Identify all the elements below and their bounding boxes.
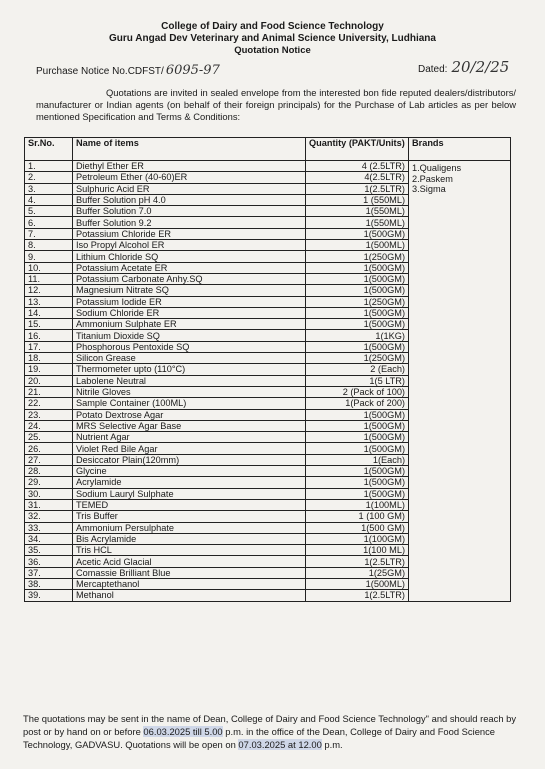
row-item-name: Magnesium Nitrate SQ [73,285,306,296]
row-sr: 12. [25,285,73,296]
row-quantity: 1(100 ML) [306,545,409,556]
date-line [418,58,509,76]
row-sr: 19. [25,364,73,375]
row-quantity: 1(2.5LTR) [306,590,409,601]
university-title: Guru Angad Dev Veterinary and Animal Science University, Ludhiana [109,33,436,44]
row-quantity: 1(500GM) [306,307,409,318]
row-item-name: Sample Container (100ML) [73,398,306,409]
row-item-name: Violet Red Bile Agar [73,443,306,454]
college-title: College of Dairy and Food Science Technology [161,21,384,32]
table-header-row [25,138,511,161]
row-item-name: Desiccator Plain(120mm) [73,454,306,465]
row-sr: 4. [25,194,73,205]
header-sr: Sr.No. [25,138,73,161]
row-sr: 22. [25,398,73,409]
row-quantity: 1(250GM) [306,353,409,364]
row-item-name: Comassie Brilliant Blue [73,567,306,578]
row-sr: 20. [25,375,73,386]
footer-paragraph [23,712,530,751]
row-item-name: Nutrient Agar [73,432,306,443]
row-item-name: Acrylamide [73,477,306,488]
row-sr: 16. [25,330,73,341]
footer-text-1: The quotations may be sent in the name of Dean, College of Dairy and Food Science Technology" and should reach by post or by hand on or before [23,713,517,737]
row-sr: 27. [25,454,73,465]
row-sr: 10. [25,262,73,273]
row-quantity: 4(2.5LTR) [306,172,409,183]
row-sr: 26. [25,443,73,454]
row-quantity: 1(500GM) [306,409,409,420]
row-sr: 24. [25,420,73,431]
row-sr: 17. [25,341,73,352]
row-item-name: Silicon Grease [73,353,306,364]
row-quantity: 1(500GM) [306,466,409,477]
row-item-name: Glycine [73,466,306,477]
row-sr: 7. [25,228,73,239]
intro-text: Quotations are invited in sealed envelope from the interested bon fide reputed dealers/distributors/ manufacturer or Indian agents (on behalf of their foreign principals) for the Purchase of Lab articles as per below mentioned Specification and Terms & Conditions: [36,87,516,122]
row-sr: 6. [25,217,73,228]
purchase-notice-label: Purchase Notice No.CDFST/ [36,66,164,77]
row-item-name: Ammonium Persulphate [73,522,306,533]
purchase-notice-number: 6095-97 [165,63,220,78]
table-row [25,161,511,172]
row-sr: 35. [25,545,73,556]
row-item-name: Sulphuric Acid ER [73,183,306,194]
items-table [24,137,511,602]
row-sr: 31. [25,499,73,510]
row-sr: 25. [25,432,73,443]
intro-paragraph [36,87,516,123]
row-quantity: 1(500GM) [306,273,409,284]
row-item-name: Petroleum Ether (40-60)ER [73,172,306,183]
row-sr: 23. [25,409,73,420]
footer-text-3: p.m. [321,739,343,750]
row-quantity: 1(1KG) [306,330,409,341]
date-label: Dated: [418,64,448,75]
brand-item: 1.Qualigens [412,163,462,173]
row-quantity: 1(500GM) [306,341,409,352]
row-sr: 8. [25,240,73,251]
brands-cell [409,161,511,602]
row-quantity: 1(500ML) [306,578,409,589]
row-sr: 28. [25,466,73,477]
row-sr: 13. [25,296,73,307]
row-item-name: Lithium Chloride SQ [73,251,306,262]
brand-item: 3.Sigma [412,184,446,194]
row-item-name: Iso Propyl Alcohol ER [73,240,306,251]
row-item-name: Thermometer upto (110°C) [73,364,306,375]
row-sr: 39. [25,590,73,601]
row-sr: 14. [25,307,73,318]
row-sr: 11. [25,273,73,284]
row-sr: 36. [25,556,73,567]
row-item-name: Potato Dextrose Agar [73,409,306,420]
row-quantity: 1(550ML) [306,217,409,228]
footer-text-2: p.m. in the office of the Dean, College of Dairy and Food Science Technology, GADVASU. Quotations will be open on [23,726,496,750]
brand-item: 2.Paskem [412,173,453,184]
row-sr: 5. [25,206,73,217]
row-item-name: Bis Acrylamide [73,533,306,544]
row-item-name: Methanol [73,590,306,601]
row-item-name: Phosphorous Pentoxide SQ [73,341,306,352]
row-sr: 32. [25,511,73,522]
row-quantity: 1 (100 GM) [306,511,409,522]
row-item-name: MRS Selective Agar Base [73,420,306,431]
row-sr: 34. [25,533,73,544]
header-brands: Brands [409,138,511,161]
row-quantity: 2 (Pack of 100) [306,386,409,397]
deadline-highlight: 06.03.2025 till 5.00 [143,726,223,737]
row-quantity: 1(25GM) [306,567,409,578]
row-quantity: 1(2.5LTR) [306,183,409,194]
row-quantity: 1(500GM) [306,432,409,443]
row-sr: 18. [25,353,73,364]
row-quantity: 1(2.5LTR) [306,556,409,567]
row-sr: 33. [25,522,73,533]
header-name: Name of items [73,138,306,161]
row-quantity: 1(500GM) [306,285,409,296]
row-quantity: 1(500GM) [306,262,409,273]
purchase-notice [36,63,220,78]
row-item-name: Buffer Solution pH 4.0 [73,194,306,205]
row-quantity: 1(500ML) [306,240,409,251]
row-item-name: Potassium Acetate ER [73,262,306,273]
row-item-name: Buffer Solution 9.2 [73,217,306,228]
row-item-name: Nitrile Gloves [73,386,306,397]
row-quantity: 1(100GM) [306,533,409,544]
row-sr: 30. [25,488,73,499]
row-item-name: Potassium Iodide ER [73,296,306,307]
header-qty: Quantity (PAKT/Units) [306,138,409,161]
row-item-name: Sodium Chloride ER [73,307,306,318]
row-sr: 21. [25,386,73,397]
row-quantity: 2 (Each) [306,364,409,375]
row-sr: 9. [25,251,73,262]
row-item-name: Sodium Lauryl Sulphate [73,488,306,499]
row-quantity: 4 (2.5LTR) [306,161,409,172]
row-item-name: Potassium Carbonate Anhy.SQ [73,273,306,284]
opening-highlight: 07.03.2025 at 12.00 [238,739,322,750]
row-sr: 38. [25,578,73,589]
row-sr: 37. [25,567,73,578]
row-item-name: Titanium Dioxide SQ [73,330,306,341]
row-quantity: 1(5 LTR) [306,375,409,386]
row-item-name: Ammonium Sulphate ER [73,319,306,330]
row-item-name: Buffer Solution 7.0 [73,206,306,217]
row-item-name: Acetic Acid Glacial [73,556,306,567]
row-item-name: Diethyl Ether ER [73,161,306,172]
row-sr: 1. [25,161,73,172]
row-quantity: 1(500GM) [306,443,409,454]
row-quantity: 1 (550ML) [306,194,409,205]
row-item-name: TEMED [73,499,306,510]
row-sr: 29. [25,477,73,488]
row-quantity: 1(500GM) [306,488,409,499]
row-quantity: 1(500GM) [306,477,409,488]
row-quantity: 1(100ML) [306,499,409,510]
row-item-name: Potassium Chloride ER [73,228,306,239]
row-quantity: 1(Pack of 200) [306,398,409,409]
row-sr: 3. [25,183,73,194]
row-quantity: 1(250GM) [306,296,409,307]
date-value: 20/2/25 [451,58,510,76]
notice-title: Quotation Notice [234,45,311,56]
row-quantity: 1(250GM) [306,251,409,262]
row-item-name: Labolene Neutral [73,375,306,386]
row-item-name: Mercaptethanol [73,578,306,589]
row-quantity: 1(Each) [306,454,409,465]
row-quantity: 1(500GM) [306,420,409,431]
row-item-name: Tris Buffer [73,511,306,522]
row-sr: 15. [25,319,73,330]
brand-list [412,161,507,195]
row-quantity: 1(500 GM) [306,522,409,533]
row-sr: 2. [25,172,73,183]
row-quantity: 1(500GM) [306,228,409,239]
row-item-name: Tris HCL [73,545,306,556]
row-quantity: 1(500GM) [306,319,409,330]
row-quantity: 1(550ML) [306,206,409,217]
